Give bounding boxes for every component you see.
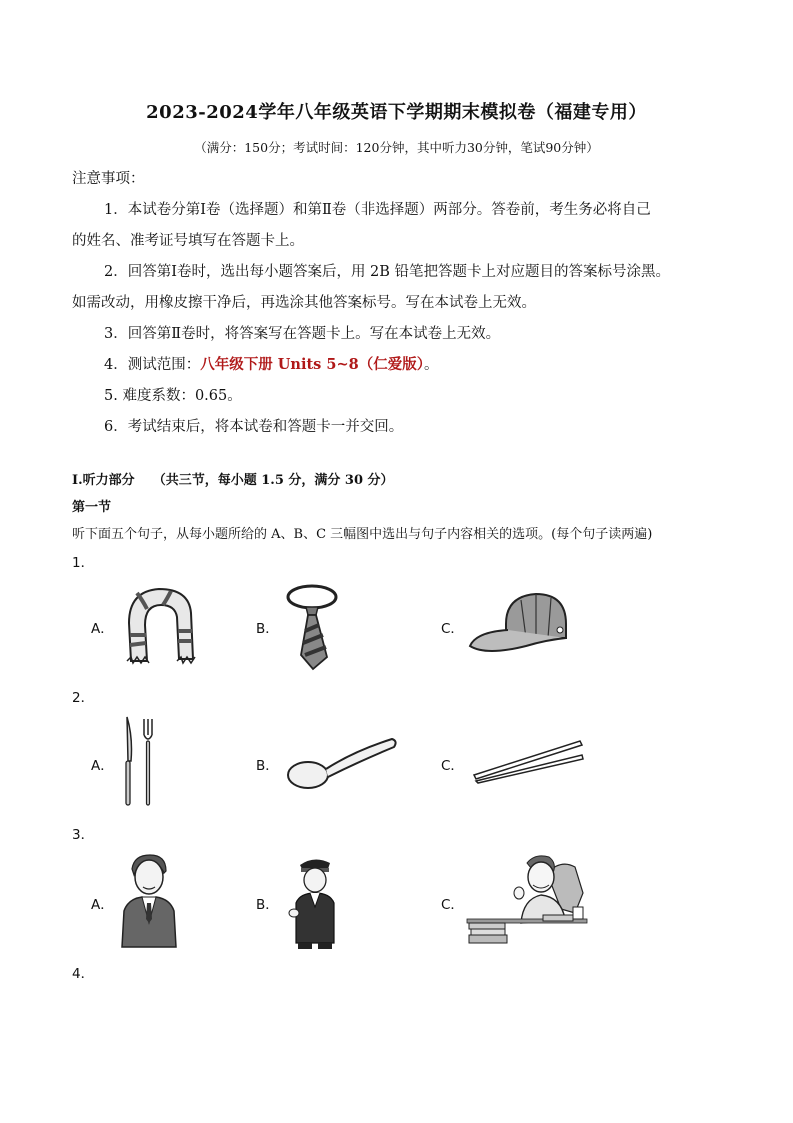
notice-item-4-suffix: 。: [423, 357, 439, 373]
notice-item-6: 6．考试结束后，将本试卷和答题卡一并交回。: [104, 419, 404, 435]
man-in-suit-icon: [120, 853, 178, 947]
question-4-number: 4．: [72, 966, 95, 982]
notice-item-1-line-2: 的姓名、准考证号填写在答题卡上。: [72, 233, 304, 249]
cap-icon: [466, 590, 574, 658]
notice-item-2-line-2: 如需改动，用橡皮擦干净后，再选涂其他答案标号。写在本试卷上无效。: [72, 295, 536, 311]
notice-item-3: 3．回答第Ⅱ卷时，将答案写在答题卡上。写在本试卷上无效。: [104, 326, 501, 342]
page-title: 2023-2024学年八年级英语下学期期末模拟卷（福建专用）: [146, 102, 647, 123]
q2-option-c-label: C．: [441, 758, 464, 774]
office-worker-icon: [465, 853, 589, 945]
question-1-number: 1．: [72, 555, 95, 571]
part-1-label: 第一节: [72, 500, 112, 515]
q3-option-b-label: B．: [256, 897, 279, 913]
notice-item-2-line-1: 2．回答第Ⅰ卷时，选出每小题答案后，用 2B 铅笔把答题卡上对应题目的答案标号涂黑。: [104, 264, 671, 280]
policeman-icon: [288, 853, 342, 949]
part-1-instruction: 听下面五个句子，从每小题所给的 A、B、C 三幅图中选出与句子内容相关的选项。(每个句子读两遍): [72, 527, 653, 542]
notice-item-4-prefix: 4．测试范围：: [104, 357, 201, 373]
notice-item-5: 5. 难度系数：0.65。: [104, 388, 242, 404]
knife-fork-icon: [117, 713, 161, 809]
tie-icon: [283, 583, 341, 671]
question-3-number: 3．: [72, 827, 95, 843]
q2-option-b-label: B．: [256, 758, 279, 774]
page-subtitle: （满分：150分；考试时间：120分钟，其中听力30分钟，笔试90分钟）: [194, 140, 599, 155]
q1-option-a-label: A．: [91, 621, 114, 637]
q1-option-b-label: B．: [256, 621, 279, 637]
q2-option-a-label: A．: [91, 758, 114, 774]
test-range: 八年级下册 Units 5~8（仁爱版）: [200, 356, 424, 373]
question-2-number: 2．: [72, 690, 95, 706]
q3-option-a-label: A．: [91, 897, 114, 913]
chopsticks-icon: [470, 737, 586, 783]
section-title: Ⅰ.听力部分: [72, 473, 135, 488]
section-heading: [72, 469, 394, 488]
q3-option-c-label: C．: [441, 897, 464, 913]
spoon-icon: [284, 735, 400, 795]
notice-item-1-line-1: 1．本试卷分第Ⅰ卷（选择题）和第Ⅱ卷（非选择题）两部分。答卷前，考生务必将自己: [104, 202, 651, 218]
notice-heading: 注意事项：: [72, 171, 145, 187]
scarf-icon: [117, 583, 203, 665]
section-score: （共三节，每小题 1.5 分，满分 30 分）: [152, 473, 394, 488]
notice-item-4: [104, 353, 438, 374]
q1-option-c-label: C．: [441, 621, 464, 637]
